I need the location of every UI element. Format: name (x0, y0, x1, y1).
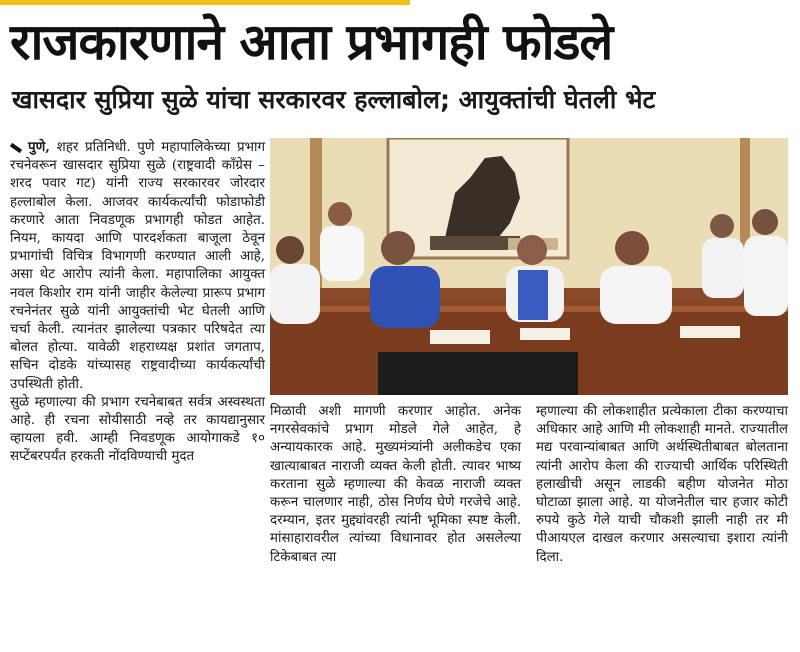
column-2-text: मिळावी अशी मागणी करणार आहोत. अनेक नगरसेवकांचे प्रभाग मोडले गेले आहेत, हे अन्यायकारक आहे. मुख्यमंत्र्यांनी अलीकडेच एका खात्याबाबत नाराजी व्यक्त केली होती. त्यावर भाष्य करताना सुळे म्हणाल्या की केवळ नाराजी व्यक्त करून चालणार नाही, ठोस निर्णय घेणे गरजेचे आहे. दरम्यान, इतर मुद्द्यांवरही त्यांनी भूमिका स्पष्ट केली. मांसाहारावरील त्यांच्या विधानावर होत असलेल्या टिकेबाबत त्या (270, 404, 521, 565)
article-column-2 (270, 403, 521, 646)
article-column-3 (536, 403, 788, 646)
article-column-1 (10, 138, 265, 646)
press-conference-photo (270, 138, 788, 395)
subheadline: खासदार सुप्रिया सुळे यांचा सरकारवर हल्लाबोल; आयुक्तांची घेतली भेट (12, 85, 656, 114)
headline: राजकारणाने आता प्रभागही फोडले (10, 13, 613, 71)
dateline-marker-icon (10, 142, 22, 152)
paragraph-2: सुळे म्हणाल्या की प्रभाग रचनेबाबत सर्वत्र अस्वस्थता आहे. ही रचना सोयीसाठी नव्हे तर कायद्यानुसार व्हायला हवी. आम्ही निवडणूक आयोगाकडे १० सप्टेंबरपर्यंत हरकती नोंदविण्याची मुदत (10, 394, 265, 465)
accent-strip (0, 0, 410, 5)
lead-paragraph (10, 138, 265, 394)
lead-text: शहर प्रतिनिधी. पुणे महापालिकेच्या प्रभाग रचनेवरून खासदार सुप्रिया सुळे (राष्ट्रवादी काँग्रेस – शरद पवार गट) यांनी राज्य सरकारवर जोरदार हल्लाबोल केला. आजवर कार्यकर्त्यांची फोडाफोडी करणारे आता निवडणूक प्रभागही फोडत आहेत. नियम, कायदा आणि पारदर्शकता बाजूला ठेवून प्रभागांची विचित्र विभागणी करण्यात आली आहे, असा थेट आरोप त्यांनी केला. महापालिका आयुक्त नवल किशोर राम यांनी जाहीर केलेल्या प्रारूप प्रभाग रचनेनंतर सुळे यांनी आयुक्तांची भेट घेतली आणि चर्चा केली. त्यानंतर झालेल्या पत्रकार परिषदेत त्या बोलत होत्या. यावेळी शहराध्यक्ष प्रशांत जगताप, सचिन दोडके यांच्यासह राष्ट्रवादीच्या कार्यकर्त्यांची उपस्थिती होती. (10, 140, 265, 392)
column-3-text: म्हणाल्या की लोकशाहीत प्रत्येकाला टीका करण्याचा अधिकार आहे आणि मी लोकशाही मानते. राज्यातील मद्य परवान्यांबाबत आणि अर्थस्थितीबाबत बोलताना त्यांनी आरोप केला की राज्याची आर्थिक परिस्थिती हलाखीची असून लाडकी बहीण योजनेत मोठा घोटाळा झाला आहे. या योजनेतील चार हजार कोटी रुपये कुठे गेले याची चौकशी झाली नाही तर मी पीआयएल दाखल करणार असल्याचा इशारा त्यांनी दिला. (536, 404, 788, 565)
dateline: पुणे, (28, 139, 50, 155)
